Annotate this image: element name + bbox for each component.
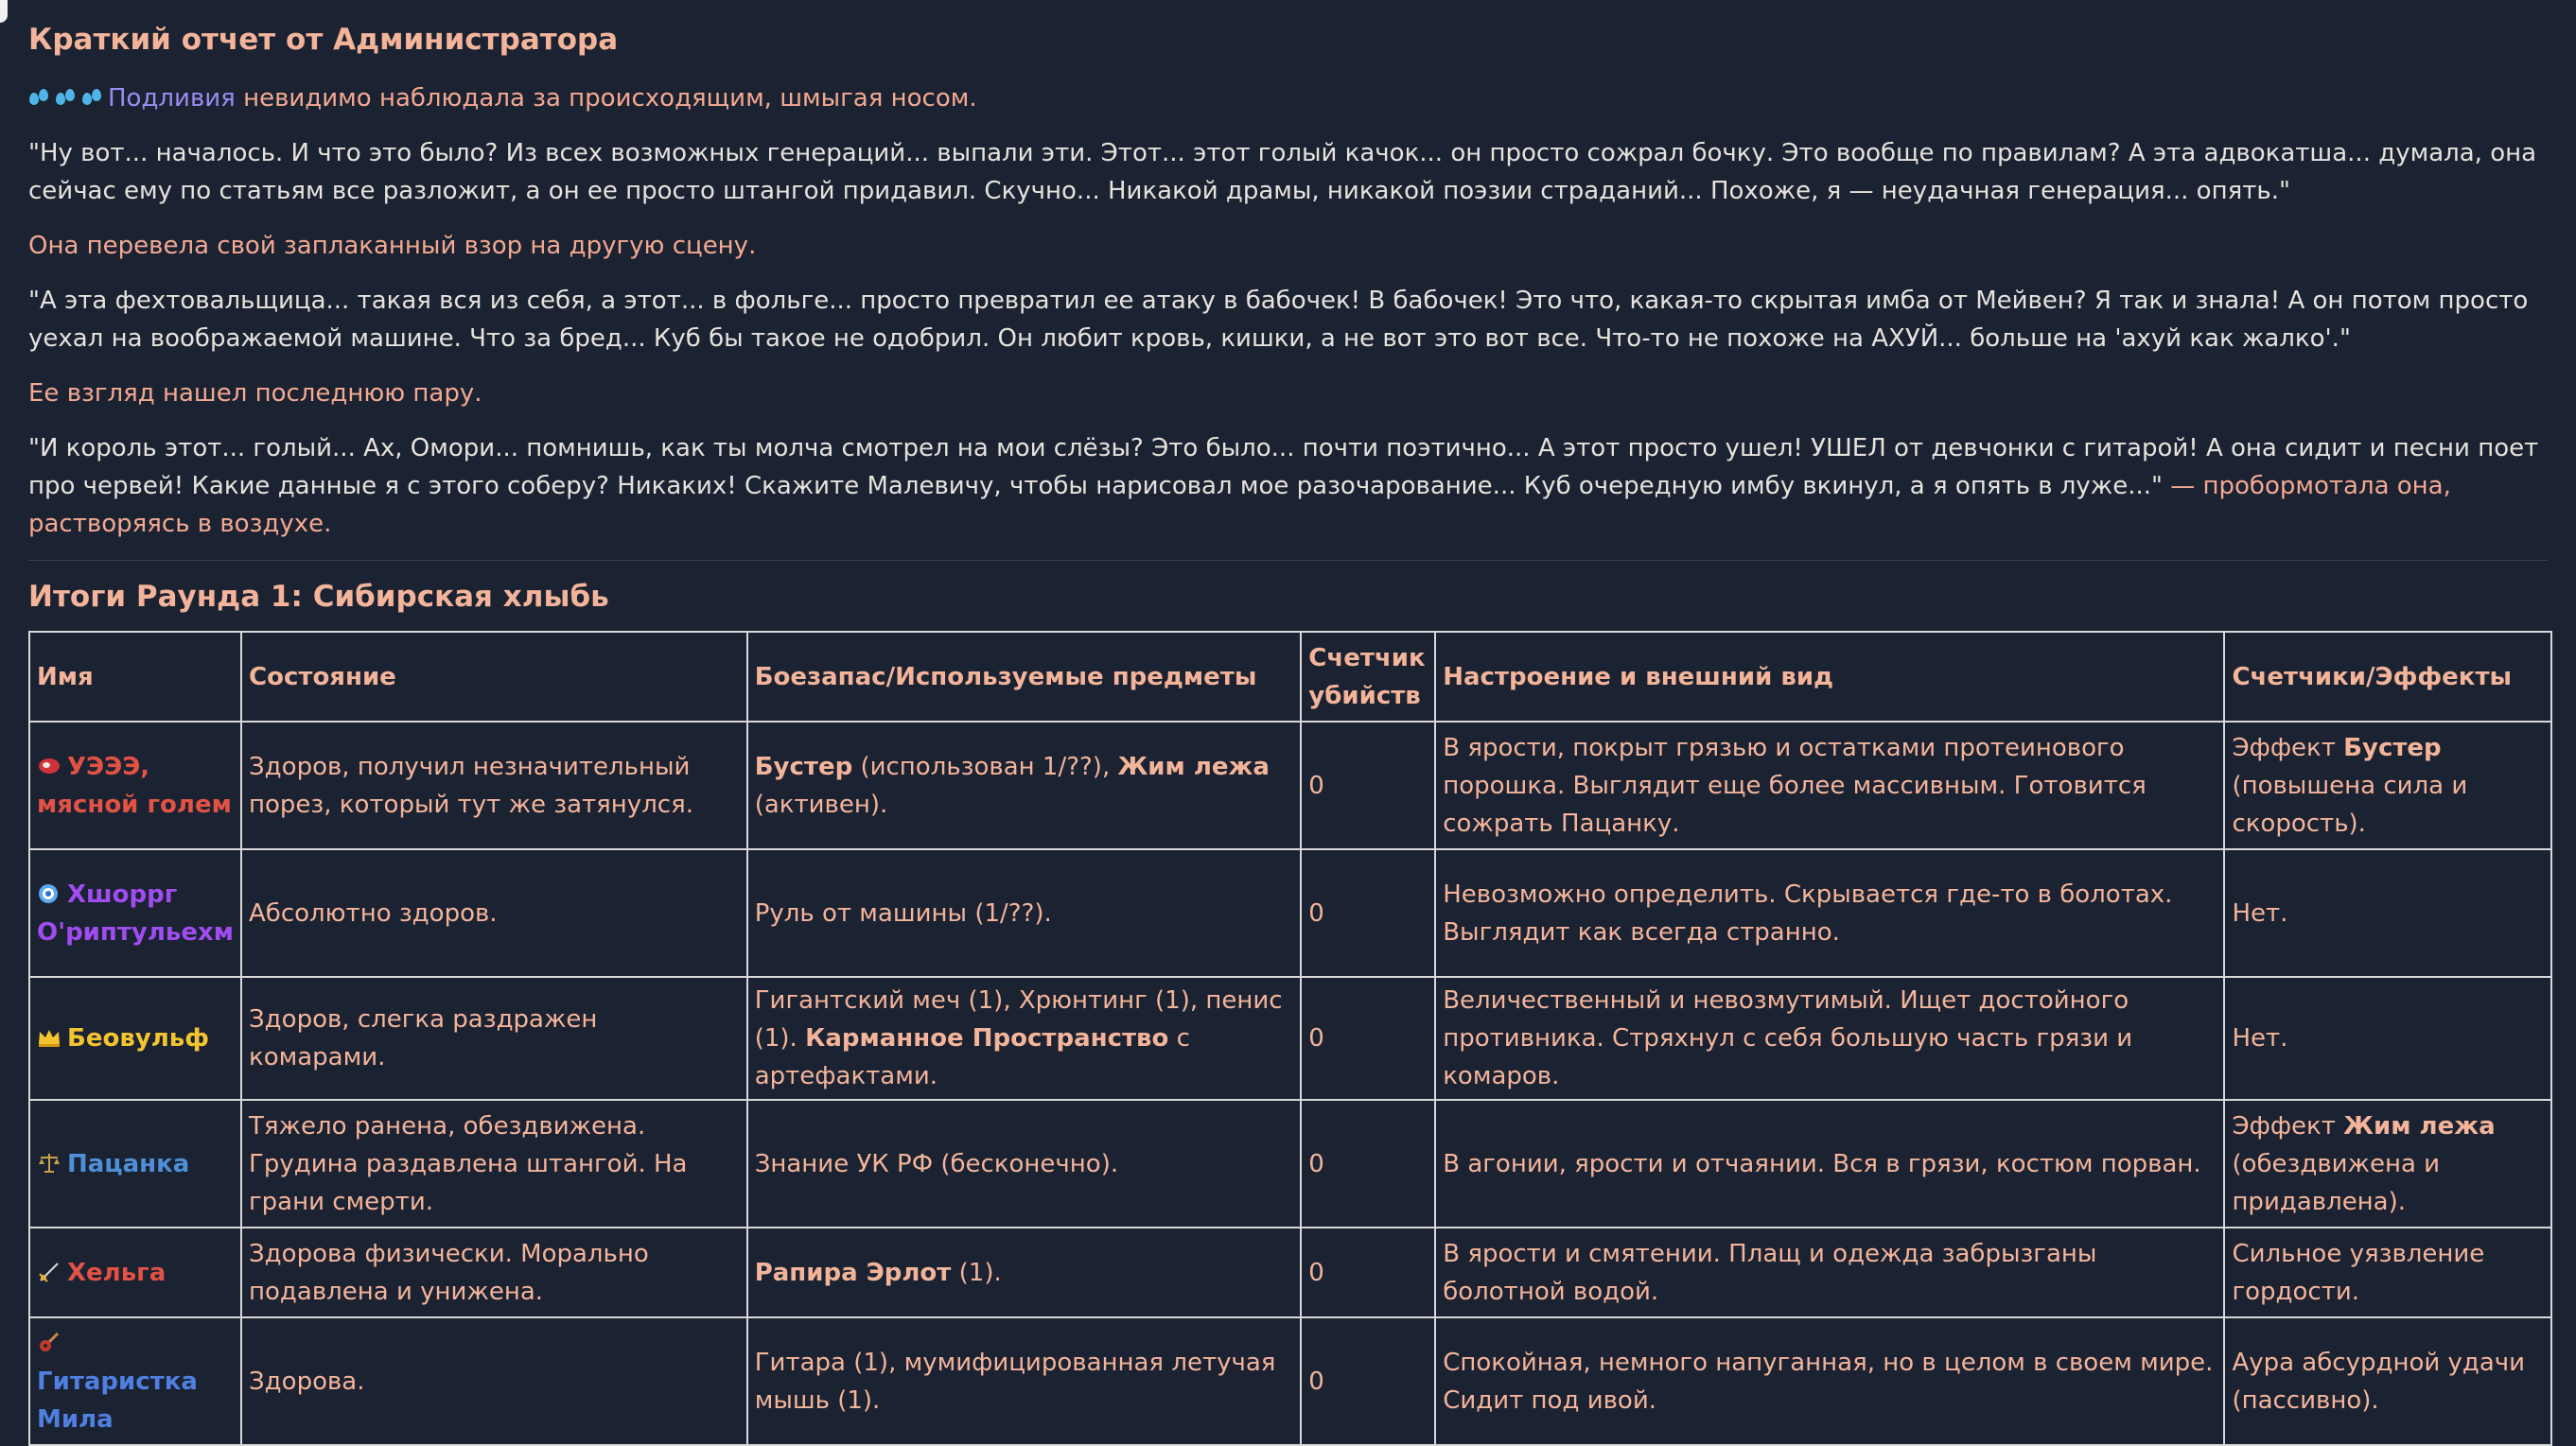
guitar-icon	[37, 1332, 61, 1354]
quote-3-tail: — пробормотала она, растворяясь в воздухе.	[28, 472, 2451, 538]
quote-1: "Ну вот... началось. И что это было? Из всех возможных генераций... выпали эти. Этот... этот голый качок... он просто сожрал бочку. Это вообще по правилам? А эта адвокатша... думала, она сейчас ему по статьям все разложит, а он ее просто штангой придавил. Скучно... Никакой драмы, никакой поэзии страданий... Похоже, я — неудачная генерация... опять."	[28, 139, 2537, 205]
table-row	[29, 1228, 2551, 1317]
kills-cell: 0	[1301, 722, 1435, 849]
col-name: Имя	[29, 632, 241, 722]
character-name: Подливия	[108, 84, 236, 113]
orb-icon	[37, 882, 61, 905]
table-row	[29, 1100, 2551, 1228]
mood-cell: Невозможно определить. Скрывается где-то в болотах. Выглядит как всегда странно.	[1435, 849, 2224, 977]
col-kills: Счетчик убийств	[1301, 632, 1435, 722]
effects-cell: Нет.	[2224, 977, 2551, 1100]
kills-cell: 0	[1301, 849, 1435, 977]
items-cell: Рапира Эрлот (1).	[747, 1228, 1302, 1317]
mood-cell: В агонии, ярости и отчаянии. Вся в грязи, костюм порван.	[1435, 1100, 2224, 1228]
effects-cell: Нет.	[2224, 849, 2551, 977]
name-cell: УЭЭЭ, мясной голем	[29, 722, 241, 849]
items-cell: Знание УК РФ (бесконечно).	[747, 1100, 1302, 1228]
meat-icon	[37, 755, 61, 777]
table-row	[29, 977, 2551, 1100]
mood-cell: В ярости и смятении. Плащ и одежда забрызганы болотной водой.	[1435, 1228, 2224, 1317]
narration-2: Ее взгляд нашел последнюю пару.	[28, 379, 482, 408]
state-cell: Абсолютно здоров.	[241, 849, 747, 977]
sweat-drops-icon	[28, 84, 108, 113]
name-cell: Беовульф	[29, 977, 241, 1100]
items-cell: Бустер (использован 1/??), Жим лежа (активен).	[747, 722, 1302, 849]
results-title: Итоги Раунда 1: Сибирская хлыбь	[28, 580, 609, 614]
name-cell: Хельга	[29, 1228, 241, 1317]
col-state: Состояние	[241, 632, 747, 722]
kills-cell: 0	[1301, 1317, 1435, 1445]
effects-cell: Аура абсурдной удачи (пассивно).	[2224, 1317, 2551, 1445]
quote-3	[28, 429, 2548, 543]
kills-cell: 0	[1301, 1228, 1435, 1317]
col-mood: Настроение и внешний вид	[1435, 632, 2224, 722]
state-cell: Тяжело ранена, обездвижена. Грудина раздавлена штангой. На грани смерти.	[241, 1100, 747, 1228]
intro-text: невидимо наблюдала за происходящим, шмыгая носом.	[243, 84, 977, 113]
effects-cell: Сильное уязвление гордости.	[2224, 1228, 2551, 1317]
name-cell: Хшоррг О'риптульехм	[29, 849, 241, 977]
state-cell: Здоров, получил незначительный порез, который тут же затянулся.	[241, 722, 747, 849]
state-cell: Здорова.	[241, 1317, 747, 1445]
mood-cell: Спокойная, немного напуганная, но в целом в своем мире. Сидит под ивой.	[1435, 1317, 2224, 1445]
col-items: Боезапас/Используемые предметы	[747, 632, 1302, 722]
rapier-icon	[37, 1261, 61, 1283]
narration-1: Она перевела свой заплаканный взор на другую сцену.	[28, 232, 757, 260]
table-row	[29, 1317, 2551, 1445]
kills-cell: 0	[1301, 1100, 1435, 1228]
col-effects: Счетчики/Эффекты	[2224, 632, 2551, 722]
quote-2: "А эта фехтовальщица... такая вся из себя, а этот... в фольге... просто превратил ее атаку в бабочек! В бабочек! Это что, какая-то скрытая имба от Мейвен? Я так и знала! А он потом просто уехал на воображаемой машине. Что за бред... Куб бы такое не одобрил. Он любит кровь, кишки, а не вот это вот все. Что-то не похоже на АХУЙ... больше на 'ахуй как жалко'."	[28, 287, 2529, 353]
results-table	[28, 631, 2552, 1446]
intro-line	[28, 79, 2548, 117]
state-cell: Здорова физически. Морально подавлена и унижена.	[241, 1228, 747, 1317]
state-cell: Здоров, слегка раздражен комарами.	[241, 977, 747, 1100]
report-title: Краткий отчет от Администратора	[28, 23, 619, 57]
items-cell: Гигантский меч (1), Хрюнтинг (1), пенис (1). Карманное Пространство с артефактами.	[747, 977, 1302, 1100]
name-cell: Пацанка	[29, 1100, 241, 1228]
scales-icon	[37, 1152, 61, 1175]
effects-cell: Эффект Бустер (повышена сила и скорость).	[2224, 722, 2551, 849]
items-cell: Руль от машины (1/??).	[747, 849, 1302, 977]
items-cell: Гитара (1), мумифицированная летучая мышь (1).	[747, 1317, 1302, 1445]
table-row	[29, 849, 2551, 977]
mood-cell: Величественный и невозмутимый. Ищет достойного противника. Стряхнул с себя большую часть грязи и комаров.	[1435, 977, 2224, 1100]
crown-icon	[37, 1026, 61, 1049]
kills-cell: 0	[1301, 977, 1435, 1100]
quote-3-text: "И король этот... голый... Ах, Омори... помнишь, как ты молча смотрел на мои слёзы? Это было... почти поэтично... А этот просто ушел! УШЕЛ от девчонки с гитарой! А она сидит и песни поет про червей! Какие данные я с этого соберу? Никаких! Скажите Малевичу, чтобы нарисовал мое разочарование... Куб очередную имбу вкинул, а я опять в луже..."	[28, 434, 2539, 500]
divider	[28, 560, 2548, 561]
name-cell: Гитаристка Мила	[29, 1317, 241, 1445]
effects-cell: Эффект Жим лежа (обездвижена и придавлена).	[2224, 1100, 2551, 1228]
avatar-edge	[0, 0, 8, 23]
table-row	[29, 722, 2551, 849]
table-header-row	[29, 632, 2551, 722]
mood-cell: В ярости, покрыт грязью и остатками протеинового порошка. Выглядит еще более массивным. Готовится сожрать Пацанку.	[1435, 722, 2224, 849]
